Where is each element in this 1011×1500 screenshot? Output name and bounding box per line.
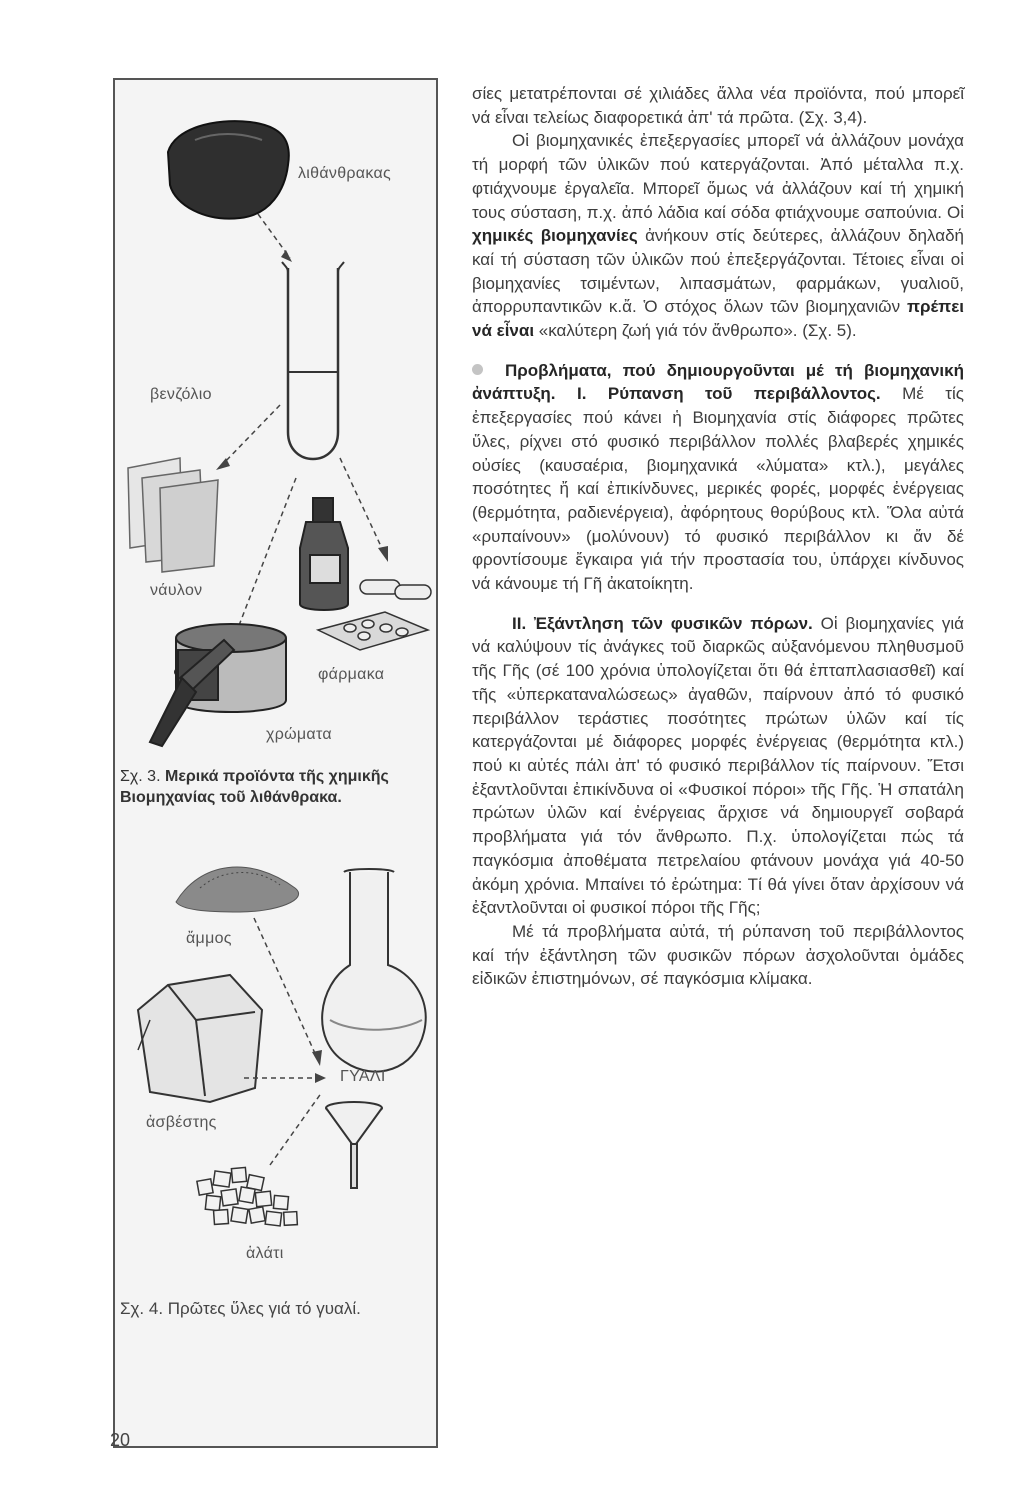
label-lime: ἀσβέστης — [146, 1114, 217, 1131]
salt-crystals — [197, 1167, 297, 1226]
label-glass: ΓΥΑΛΙ — [340, 1068, 386, 1085]
label-coal: λιθάνθρακας — [298, 165, 392, 182]
arrow-salt-glass — [270, 1092, 322, 1165]
label-paints: χρώματα — [266, 726, 332, 743]
figure3-caption — [120, 766, 432, 808]
label-sand: ἄμμος — [186, 930, 232, 947]
figure4-caption: Σχ. 4. Πρῶτες ὕλες γιά τό γυαλί. — [120, 1299, 361, 1318]
glass-flask — [322, 869, 426, 1072]
arrow-tube-medicines — [340, 458, 385, 555]
figure3-caption-prefix: Σχ. 3. — [120, 768, 161, 785]
label-nylon: νάυλον — [150, 582, 203, 599]
sand-pile — [176, 867, 299, 912]
label-salt: ἁλάτι — [246, 1245, 284, 1262]
test-tube — [288, 268, 338, 459]
arrow-tube-nylon — [222, 405, 280, 465]
page-number: 20 — [110, 1430, 131, 1450]
arrow-tube-paints — [238, 478, 296, 628]
paragraph-4: ΙΙ. Ἐξάντληση τῶν φυσικῶν πόρων. Οἱ βιομηχανίες γιά νά καλύψουν τίς ἀνάγκες τοῦ διαρκῶς αὐξανόμενου πληθυσμοῦ τῆς Γῆς (σέ 100 χρόνια ὑπολογίζεται ὅτι θά ἐπταπλασιασθεῖ) καί τῆς «ὑπερκαταναλώσεως» ἀγαθῶν, παίρνουν ἀπό τό φυσικό περιβάλλον τεράστιες ποσότητες πρώτων ὑλῶν καί τίς κατεργάζονται μέ διάφορες μορφές ἐνέργειας (θερμότητα κτλ.) πού κι αὐτές πάλι ἀπ' τό φυσικό περιβάλλον τίς παίρνουν. Ἔτσι ἐξαντλοῦνται ἐπικίνδυνα οἱ «Φυσικοί πόροι» τῆς Γῆς. Ἡ σπατάλη πρώτων ὑλῶν καί ἐνέργειας ἄρχισε νά δημιουργεῖ σοβαρά προβλήματα γιά τόν ἄνθρωπο. Π.χ. ὑπολογίζεται πώς τά παγκόσμια ἀποθέματα πετρελαίου φτάνουν μονάχα γιά 40-50 ἀκόμη χρόνια. Μπαίνει τό ἐρώτημα: Τί θά γίνει ὅταν ἀρχίσουν νά ἐξαντλοῦνται οἱ φυσικοί πόροι τῆς Γῆς; — [472, 613, 964, 918]
label-benzene: βενζόλιο — [150, 386, 212, 403]
paragraph-2: Οἱ βιομηχανικές ἐπεξεργασίες μπορεῖ νά ἀλλάζουν μονάχα τή μορφή τῶν ὑλικῶν πού κατεργάζονται. Ἀπό μέταλλα π.χ. φτιάχνουμε ἐργαλεῖα. Μπορεῖ ὅμως νά ἀλλάζουν καί τή χημική τους σύσταση, π.χ. ἀπό λάδια καί σόδα φτιάχνουμε σαπούνια. Οἱ χημικές βιομηχανίες ἀνήκουν στίς δεύτερες, ἀλλάζουν δηλαδή καί τή σύσταση τῶν ὑλικῶν πού ἐπεξεργάζονται. Τέτοιες εἶναι οἱ βιομηχανίες τσιμέντων, λιπασμάτων, φαρμάκων, γυαλιοῦ, ἀπορρυπαντικῶν κ.ἄ. Ὁ στόχος ὅλων τῶν βιομηχανιῶν πρέπει νά εἶναι «καλύτερη ζωή γιά τόν ἄνθρωπο». (Σχ. 5). — [472, 131, 964, 341]
paragraph-1: σίες μετατρέπονται σέ χιλιάδες ἄλλα νέα προϊόντα, πού μπορεῖ νά εἶναι τελείως διαφορετικά ἀπ' τά πρῶτα. (Σχ. 3,4). — [472, 84, 964, 127]
body-text-column — [472, 82, 964, 991]
arrow-sand-glass — [254, 918, 318, 1060]
paragraph-5: Μέ τά προβλήματα αὐτά, τή ρύπανση τοῦ περιβάλλοντος καί τήν ἐξάντληση τῶν φυσικῶν πόρων ἀσχολοῦνται ὁμάδες εἰδικῶν ἐπιστημόνων, σέ παγκόσμια κλίμακα. — [472, 921, 964, 989]
label-medicines: φάρμακα — [318, 666, 385, 683]
medicine-bottle — [300, 498, 348, 610]
nylon-sheets — [128, 458, 218, 572]
bullet-icon — [472, 364, 483, 375]
figure3-caption-text: Μερικά προϊόντα τῆς χημικῆς Βιομηχανίας τοῦ λιθάνθρακα. — [120, 768, 389, 806]
paragraph-3: Προβλήματα, πού δημιουργοῦνται μέ τή βιομηχανική ἀνάπτυξη. Ι. Ρύπανση τοῦ περιβάλλοντος. Μέ τίς ἐπεξεργασίες πού κάνει ἡ Βιομηχανία στίς διάφορες πρῶτες ὕλες, ρίχνει στό φυσικό περιβάλλον πολλές βλαβερές χημικές οὐσίες (καυσαέρια, βιομηχανικά «λύματα» κτλ.), μεγάλες ποσότητες ἤ καί ἐπικίνδυνες, μερικές φορές, μορφές ἐνέργειας (θερμότητα, ραδιενέργεια), ἀφόρητους θορύβους κτλ. Ὅλα αὐτά «ρυπαίνουν» (μολύνουν) τό φυσικό περιβάλλον κι ἄν δέ φροντίσουμε ἔγκαιρα γιά τήν προστασία του, ὑπάρχει κίνδυνος νά κάνουμε τή Γῆ ἀκατοίκητη. — [472, 360, 964, 594]
coal-lump — [168, 121, 289, 218]
glass-funnel — [326, 1102, 382, 1188]
lime-block — [138, 975, 262, 1102]
